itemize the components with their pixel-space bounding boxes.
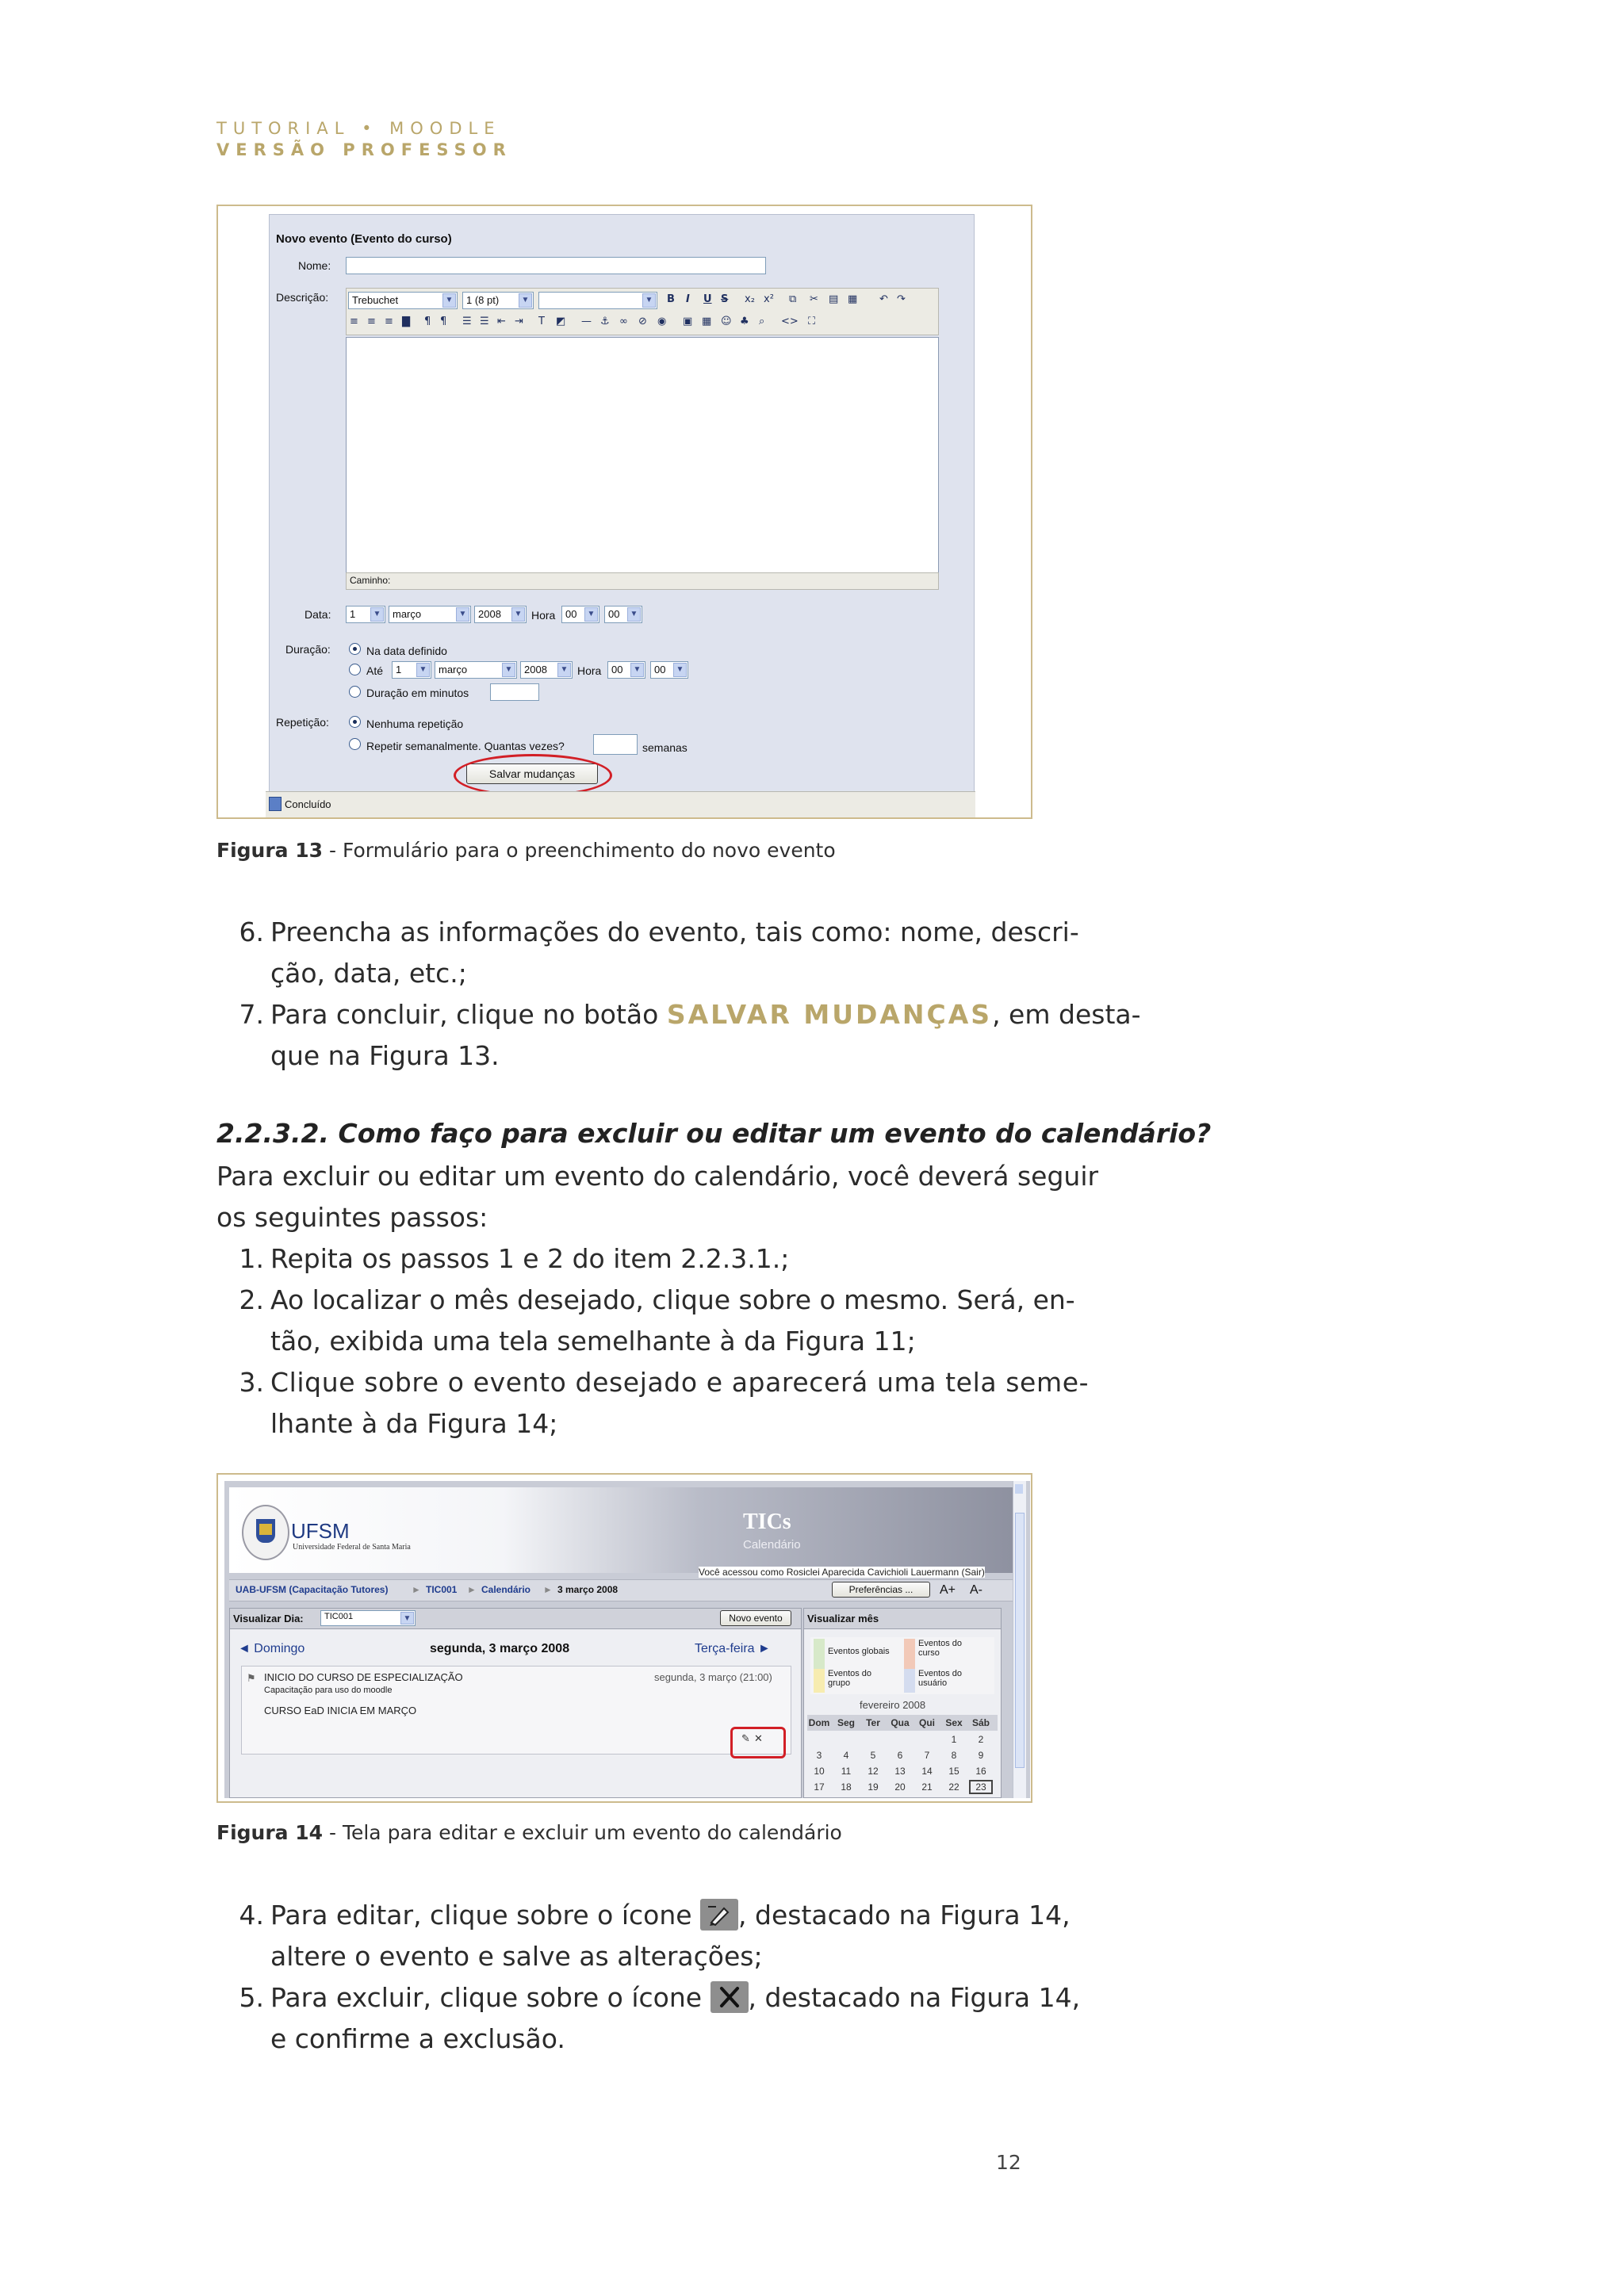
list-item-text: Repita os passos 1 e 2 do item 2.2.3.1.; bbox=[270, 1243, 790, 1274]
calendar-day[interactable]: 13 bbox=[894, 1766, 906, 1777]
global-events-swatch bbox=[814, 1639, 825, 1670]
list-item-text: Preencha as informações do evento, tais como: nome, descri- bbox=[270, 916, 1079, 947]
course-events-label[interactable]: Eventos do curso bbox=[918, 1639, 963, 1658]
figure-13-caption-text: - Formulário para o preenchimento do novo evento bbox=[323, 839, 836, 862]
duration-none-radio[interactable] bbox=[349, 643, 361, 655]
scroll-thumb[interactable] bbox=[1015, 1513, 1025, 1768]
list-item-text: altere o evento e salve as alterações; bbox=[270, 1941, 763, 1972]
weekday-label: Ter bbox=[866, 1717, 880, 1728]
calendar-day[interactable]: 19 bbox=[868, 1781, 879, 1793]
list-item-continuation bbox=[216, 1321, 1033, 1362]
font-size-value: 1 (8 pt) bbox=[466, 294, 500, 306]
smiley-icon[interactable]: ☺ bbox=[721, 316, 732, 327]
heading-select[interactable] bbox=[538, 292, 657, 309]
list-item-text: e confirme a exclusão. bbox=[270, 2023, 565, 2054]
list-item-text-pre: Para excluir, clique sobre o ícone bbox=[270, 1982, 710, 2013]
section-heading: 2.2.3.2. Como faço para excluir ou editar um evento do calendário? bbox=[216, 1118, 1212, 1149]
duration-minutes-label: Duração em minutos bbox=[366, 687, 469, 699]
month-panel bbox=[803, 1608, 1002, 1798]
background-color-icon[interactable]: ◩ bbox=[556, 316, 566, 327]
save-changes-emphasis: SALVAR MUDANÇAS bbox=[666, 999, 993, 1030]
link-icon[interactable]: ∞ bbox=[619, 316, 628, 327]
unordered-list-icon[interactable]: ☰ bbox=[480, 316, 489, 327]
list-item-number: 3. bbox=[239, 1367, 264, 1398]
calendar-day[interactable]: 14 bbox=[921, 1766, 933, 1777]
scroll-up-arrow[interactable] bbox=[1015, 1484, 1023, 1494]
calendar-day[interactable]: 17 bbox=[814, 1781, 825, 1793]
chevron-down-icon: ▼ bbox=[673, 663, 687, 677]
until-month-value: março bbox=[439, 664, 468, 675]
header-tutorial-moodle: TUTORIAL • MOODLE bbox=[216, 119, 501, 138]
repeat-count-input[interactable] bbox=[593, 734, 638, 755]
form-title: Novo evento (Evento do curso) bbox=[276, 232, 452, 246]
calendar-day[interactable]: 1 bbox=[951, 1734, 957, 1745]
site-banner bbox=[229, 1487, 1013, 1573]
logged-in-info[interactable]: Você acessou como Rosiclei Aparecida Cavichioli Lauermann (Sair) bbox=[699, 1567, 985, 1578]
calendar-day[interactable]: 2 bbox=[978, 1734, 984, 1745]
description-label: Descrição: bbox=[276, 291, 329, 304]
list-item-text bbox=[270, 1895, 1071, 1936]
text-color-icon[interactable]: T bbox=[538, 316, 545, 327]
date-minute-select[interactable] bbox=[604, 606, 642, 623]
list-item bbox=[216, 1362, 1090, 1403]
list-item-text: que na Figura 13. bbox=[270, 1040, 500, 1071]
user-events-label[interactable]: Eventos do usuário bbox=[918, 1669, 963, 1688]
list-item-text: Ao localizar o mês desejado, clique sobre o mesmo. Será, en- bbox=[270, 1284, 1075, 1315]
chevron-down-icon: ▼ bbox=[557, 663, 571, 677]
duration-until-label: Até bbox=[366, 664, 384, 677]
list-item-continuation bbox=[216, 953, 1033, 994]
breadcrumb-calendar[interactable]: Calendário bbox=[481, 1584, 531, 1595]
date-minute-value: 00 bbox=[608, 608, 620, 620]
university-seal bbox=[242, 1505, 289, 1560]
until-day-select[interactable] bbox=[392, 661, 431, 679]
repeat-none-label: Nenhuma repetição bbox=[366, 718, 464, 730]
chevron-down-icon: ▼ bbox=[627, 607, 641, 622]
until-year-value: 2008 bbox=[524, 664, 547, 675]
list-item-number: 2. bbox=[239, 1284, 264, 1315]
list-item-text: lhante à da Figura 14; bbox=[270, 1408, 558, 1439]
duration-label: Duração: bbox=[285, 643, 331, 656]
special-char-icon[interactable]: ♣ bbox=[740, 316, 749, 327]
align-right-icon[interactable]: ≡ bbox=[385, 316, 393, 327]
until-month-select[interactable] bbox=[435, 661, 517, 679]
weeks-label: semanas bbox=[642, 741, 688, 754]
view-day-label: Visualizar Dia: bbox=[233, 1613, 304, 1624]
breadcrumb-current: 3 março 2008 bbox=[557, 1584, 619, 1595]
chevron-down-icon: ▼ bbox=[630, 663, 644, 677]
list-item-text-post: , destacado na Figura 14, bbox=[738, 1900, 1071, 1931]
group-events-label[interactable]: Eventos do grupo bbox=[828, 1669, 872, 1688]
superscript-icon[interactable]: x² bbox=[764, 293, 774, 305]
weekday-label: Qui bbox=[919, 1717, 935, 1728]
breadcrumb-course[interactable]: TIC001 bbox=[426, 1584, 458, 1595]
browser-status-bar bbox=[266, 791, 975, 817]
weekday-label: Sáb bbox=[971, 1717, 990, 1728]
chevron-down-icon: ▼ bbox=[519, 293, 532, 308]
calendar-day[interactable]: 12 bbox=[868, 1766, 879, 1777]
day-view-panel bbox=[229, 1608, 802, 1798]
calendar-day[interactable]: 8 bbox=[951, 1750, 957, 1761]
font-increase-button[interactable]: A+ bbox=[940, 1583, 956, 1597]
repeat-label: Repetição: bbox=[276, 716, 329, 729]
repeat-weekly-label: Repetir semanalmente. Quantas vezes? bbox=[366, 740, 565, 752]
weekday-label: Sex bbox=[945, 1717, 963, 1728]
list-item-continuation bbox=[216, 2019, 1033, 2060]
date-year-value: 2008 bbox=[478, 608, 501, 620]
list-item-number: 5. bbox=[239, 1982, 264, 2013]
duration-until-radio[interactable] bbox=[349, 664, 361, 675]
list-item-number: 4. bbox=[239, 1900, 264, 1931]
global-events-label[interactable]: Eventos globais bbox=[828, 1647, 890, 1656]
breadcrumb bbox=[229, 1579, 1013, 1601]
save-changes-button[interactable]: Salvar mudanças bbox=[466, 763, 598, 784]
path-label: Caminho: bbox=[350, 575, 391, 586]
page-icon bbox=[269, 797, 282, 811]
description-editor[interactable] bbox=[346, 337, 939, 573]
list-item-continuation bbox=[216, 1035, 1033, 1077]
site-title: TICs bbox=[743, 1510, 791, 1534]
justify-icon[interactable]: ▇ bbox=[402, 316, 410, 327]
italic-icon[interactable]: I bbox=[686, 293, 690, 305]
date-year-select[interactable] bbox=[474, 606, 527, 623]
figure-13-caption bbox=[216, 839, 836, 862]
date-hour-value: 00 bbox=[565, 608, 577, 620]
fullscreen-icon[interactable]: ⛶ bbox=[808, 316, 816, 327]
list-item-text bbox=[270, 994, 1141, 1035]
section-intro-line2: os seguintes passos: bbox=[216, 1202, 488, 1233]
day-view-header bbox=[230, 1609, 801, 1629]
calendar-day[interactable]: 3 bbox=[816, 1750, 822, 1761]
chevron-down-icon: ▼ bbox=[370, 607, 384, 622]
list-item-text: tão, exibida uma tela semelhante à da Figura 11; bbox=[270, 1326, 916, 1357]
calendar-day[interactable]: 22 bbox=[948, 1781, 959, 1793]
month-panel-header bbox=[804, 1609, 1001, 1629]
delete-icon[interactable]: ✕ bbox=[754, 1733, 763, 1745]
new-event-button[interactable]: Novo evento bbox=[720, 1610, 791, 1626]
horizontal-rule-icon[interactable]: — bbox=[581, 316, 592, 327]
until-hour-label: Hora bbox=[577, 664, 602, 677]
editor-path-bar bbox=[346, 572, 939, 590]
figure-13-right-margin bbox=[975, 206, 1031, 817]
list-item-number: 1. bbox=[239, 1243, 264, 1274]
course-events-swatch bbox=[904, 1639, 915, 1670]
hour-label: Hora bbox=[531, 609, 556, 622]
duration-minutes-radio[interactable] bbox=[349, 686, 361, 698]
previous-day-link[interactable]: ◄ Domingo bbox=[238, 1642, 305, 1655]
list-item bbox=[216, 1280, 1075, 1321]
list-item bbox=[216, 1895, 1071, 1936]
underline-icon[interactable]: U bbox=[703, 293, 712, 305]
event-description: CURSO EaD INICIA EM MARÇO bbox=[264, 1705, 417, 1716]
list-item bbox=[216, 1977, 1081, 2019]
editor-toolbar bbox=[346, 288, 939, 335]
calendar-day[interactable]: 9 bbox=[978, 1750, 984, 1761]
name-label: Nome: bbox=[298, 259, 331, 272]
group-events-swatch bbox=[814, 1669, 825, 1693]
list-item-text-pre: Para editar, clique sobre o ícone bbox=[270, 1900, 701, 1931]
duration-none-label: Na data definido bbox=[366, 645, 447, 657]
event-title[interactable]: INICIO DO CURSO DE ESPECIALIZAÇÃO bbox=[264, 1671, 463, 1683]
new-event-form bbox=[269, 214, 975, 793]
breadcrumb-separator: ► bbox=[543, 1584, 553, 1595]
calendar-day[interactable]: 20 bbox=[894, 1781, 906, 1793]
chevron-down-icon: ▼ bbox=[511, 607, 525, 622]
repeat-none-radio[interactable] bbox=[349, 716, 361, 728]
date-label: Data: bbox=[304, 608, 331, 621]
table-icon[interactable]: ▦ bbox=[702, 316, 712, 327]
bold-icon[interactable]: B bbox=[667, 293, 675, 305]
cut-icon[interactable]: ✂ bbox=[810, 293, 818, 305]
until-hour-select[interactable] bbox=[607, 661, 645, 679]
calendar-day-today[interactable]: 23 bbox=[969, 1780, 993, 1794]
breadcrumb-separator: ► bbox=[412, 1584, 421, 1595]
name-input[interactable] bbox=[346, 257, 766, 274]
html-source-icon[interactable]: <> bbox=[781, 316, 799, 327]
preferences-button[interactable]: Preferências ... bbox=[832, 1582, 930, 1598]
figure-14-caption-text: - Tela para editar e excluir um evento do calendário bbox=[323, 1821, 842, 1844]
user-events-swatch bbox=[904, 1669, 915, 1693]
ordered-list-icon[interactable]: ☰ bbox=[462, 316, 472, 327]
nolink-icon[interactable]: ◉ bbox=[657, 316, 667, 327]
font-size-select[interactable] bbox=[462, 292, 534, 309]
list-item bbox=[216, 994, 1141, 1035]
event-time: segunda, 3 março (21:00) bbox=[654, 1671, 772, 1683]
step-list-c bbox=[216, 1895, 1081, 2060]
weekday-header-row bbox=[807, 1715, 998, 1731]
list-item-number: 6. bbox=[239, 916, 264, 947]
list-item-text: Clique sobre o evento desejado e aparecerá uma tela seme- bbox=[270, 1367, 1090, 1398]
list-item-text-post: , em desta- bbox=[992, 999, 1141, 1030]
calendar-day[interactable]: 7 bbox=[924, 1750, 930, 1761]
course-event-icon: ⚑ bbox=[247, 1673, 256, 1685]
align-left-icon[interactable]: ≡ bbox=[350, 316, 358, 327]
strikethrough-icon[interactable]: S bbox=[721, 293, 729, 305]
chevron-down-icon: ▼ bbox=[400, 1612, 414, 1624]
calendar-day[interactable]: 11 bbox=[841, 1766, 852, 1777]
calendar-day[interactable]: 21 bbox=[921, 1781, 933, 1793]
edit-icon bbox=[700, 1899, 738, 1931]
delete-icon bbox=[710, 1981, 749, 2013]
weekday-label: Dom bbox=[808, 1717, 830, 1728]
image-icon[interactable]: ▣ bbox=[683, 316, 693, 327]
calendar-day[interactable]: 5 bbox=[870, 1750, 876, 1761]
month-panel-title: Visualizar mês bbox=[807, 1613, 879, 1624]
rtl-icon[interactable]: ¶ bbox=[440, 316, 447, 327]
list-item bbox=[216, 1238, 1033, 1280]
align-center-icon[interactable]: ≡ bbox=[367, 316, 376, 327]
figure-13-label: Figura 13 bbox=[216, 839, 324, 862]
event-subtitle: Capacitação para uso do moodle bbox=[264, 1686, 393, 1695]
anchor-icon[interactable]: ⚓ bbox=[600, 316, 610, 327]
breadcrumb-site[interactable]: UAB-UFSM (Capacitação Tutores) bbox=[236, 1584, 389, 1595]
calendar-day[interactable]: 16 bbox=[975, 1766, 986, 1777]
list-item-number: 7. bbox=[239, 999, 264, 1030]
until-hour-value: 00 bbox=[611, 664, 623, 675]
section-intro-line1: Para excluir ou editar um evento do calendário, você deverá seguir bbox=[216, 1161, 1099, 1192]
calendar-grid bbox=[807, 1732, 998, 1799]
chevron-down-icon: ▼ bbox=[642, 293, 656, 308]
chevron-down-icon: ▼ bbox=[416, 663, 430, 677]
list-item-text bbox=[270, 1977, 1080, 2019]
font-family-select[interactable] bbox=[348, 292, 458, 309]
calendar-day[interactable]: 6 bbox=[897, 1750, 903, 1761]
event-legend bbox=[810, 1637, 994, 1694]
outdent-icon[interactable]: ⇤ bbox=[497, 316, 506, 327]
copy-icon[interactable]: ⧉ bbox=[789, 293, 797, 305]
until-year-select[interactable] bbox=[520, 661, 573, 679]
weekday-label: Seg bbox=[837, 1717, 855, 1728]
chevron-down-icon: ▼ bbox=[502, 663, 515, 677]
event-box bbox=[241, 1666, 791, 1755]
until-day-value: 1 bbox=[396, 664, 402, 675]
font-decrease-button[interactable]: A- bbox=[970, 1583, 982, 1597]
chevron-down-icon: ▼ bbox=[584, 607, 598, 622]
calendar-day[interactable]: 15 bbox=[948, 1766, 959, 1777]
list-item-continuation bbox=[216, 1936, 1033, 1977]
month-name[interactable]: fevereiro 2008 bbox=[860, 1699, 926, 1711]
date-hour-select[interactable] bbox=[561, 606, 599, 623]
current-day-title: segunda, 3 março 2008 bbox=[430, 1642, 570, 1655]
ltr-icon[interactable]: ¶ bbox=[424, 316, 431, 327]
indent-icon[interactable]: ⇥ bbox=[515, 316, 523, 327]
date-month-select[interactable] bbox=[389, 606, 471, 623]
until-minute-select[interactable] bbox=[650, 661, 688, 679]
status-text: Concluído bbox=[285, 798, 331, 810]
course-select-value: TIC001 bbox=[324, 1612, 354, 1621]
ufsm-logo-text: UFSM bbox=[291, 1519, 350, 1543]
until-minute-value: 00 bbox=[654, 664, 666, 675]
date-day-value: 1 bbox=[350, 608, 356, 620]
repeat-weekly-radio[interactable] bbox=[349, 738, 361, 750]
paste-icon[interactable]: ▤ bbox=[829, 293, 839, 305]
header-versao-professor: VERSÃO PROFESSOR bbox=[216, 140, 512, 159]
undo-icon[interactable]: ↶ bbox=[879, 293, 888, 305]
figure-14-frame bbox=[216, 1473, 1032, 1803]
next-day-link[interactable]: Terça-feira ► bbox=[695, 1642, 771, 1655]
date-day-select[interactable] bbox=[346, 606, 385, 623]
subscript-icon[interactable]: x₂ bbox=[745, 293, 755, 305]
seal-emblem bbox=[259, 1524, 272, 1535]
save-button-highlight bbox=[454, 754, 612, 797]
search-replace-icon[interactable]: ⌕ bbox=[759, 316, 765, 327]
breadcrumb-separator: ► bbox=[467, 1584, 477, 1595]
edit-icon[interactable]: ✎ bbox=[741, 1733, 750, 1745]
figure-14-caption bbox=[216, 1821, 842, 1844]
calendar-day[interactable]: 4 bbox=[843, 1750, 849, 1761]
step-list-b bbox=[216, 1238, 1090, 1445]
calendar-window bbox=[224, 1481, 1030, 1798]
font-family-value: Trebuchet bbox=[352, 294, 399, 306]
edit-delete-highlight bbox=[730, 1727, 786, 1758]
chevron-down-icon: ▼ bbox=[442, 293, 456, 308]
ufsm-logo-subtitle: Universidade Federal de Santa Maria bbox=[293, 1543, 411, 1552]
chevron-down-icon: ▼ bbox=[456, 607, 469, 622]
duration-minutes-input[interactable] bbox=[490, 683, 539, 701]
weekday-label: Qua bbox=[891, 1717, 910, 1728]
list-item-text-post: , destacado na Figura 14, bbox=[748, 1982, 1081, 2013]
course-select[interactable] bbox=[320, 1610, 416, 1626]
step-list-a bbox=[216, 912, 1141, 1077]
date-month-value: março bbox=[393, 608, 422, 620]
page-number: 12 bbox=[996, 2151, 1021, 2174]
calendar-day[interactable]: 10 bbox=[814, 1766, 825, 1777]
list-item bbox=[216, 912, 1079, 953]
figure-13-left-margin bbox=[218, 206, 269, 791]
paste-word-icon[interactable]: ▦ bbox=[848, 293, 858, 305]
figure-13-frame bbox=[216, 205, 1032, 819]
site-subtitle: Calendário bbox=[743, 1538, 801, 1552]
vertical-scrollbar[interactable] bbox=[1013, 1481, 1026, 1798]
redo-icon[interactable]: ↷ bbox=[897, 293, 906, 305]
unlink-icon[interactable]: ⊘ bbox=[638, 316, 647, 327]
list-item-text: ção, data, etc.; bbox=[270, 958, 467, 989]
list-item-continuation bbox=[216, 1403, 1033, 1445]
calendar-day[interactable]: 18 bbox=[841, 1781, 852, 1793]
figure-14-label: Figura 14 bbox=[216, 1821, 324, 1844]
list-item-text-pre: Para concluir, clique no botão bbox=[270, 999, 667, 1030]
